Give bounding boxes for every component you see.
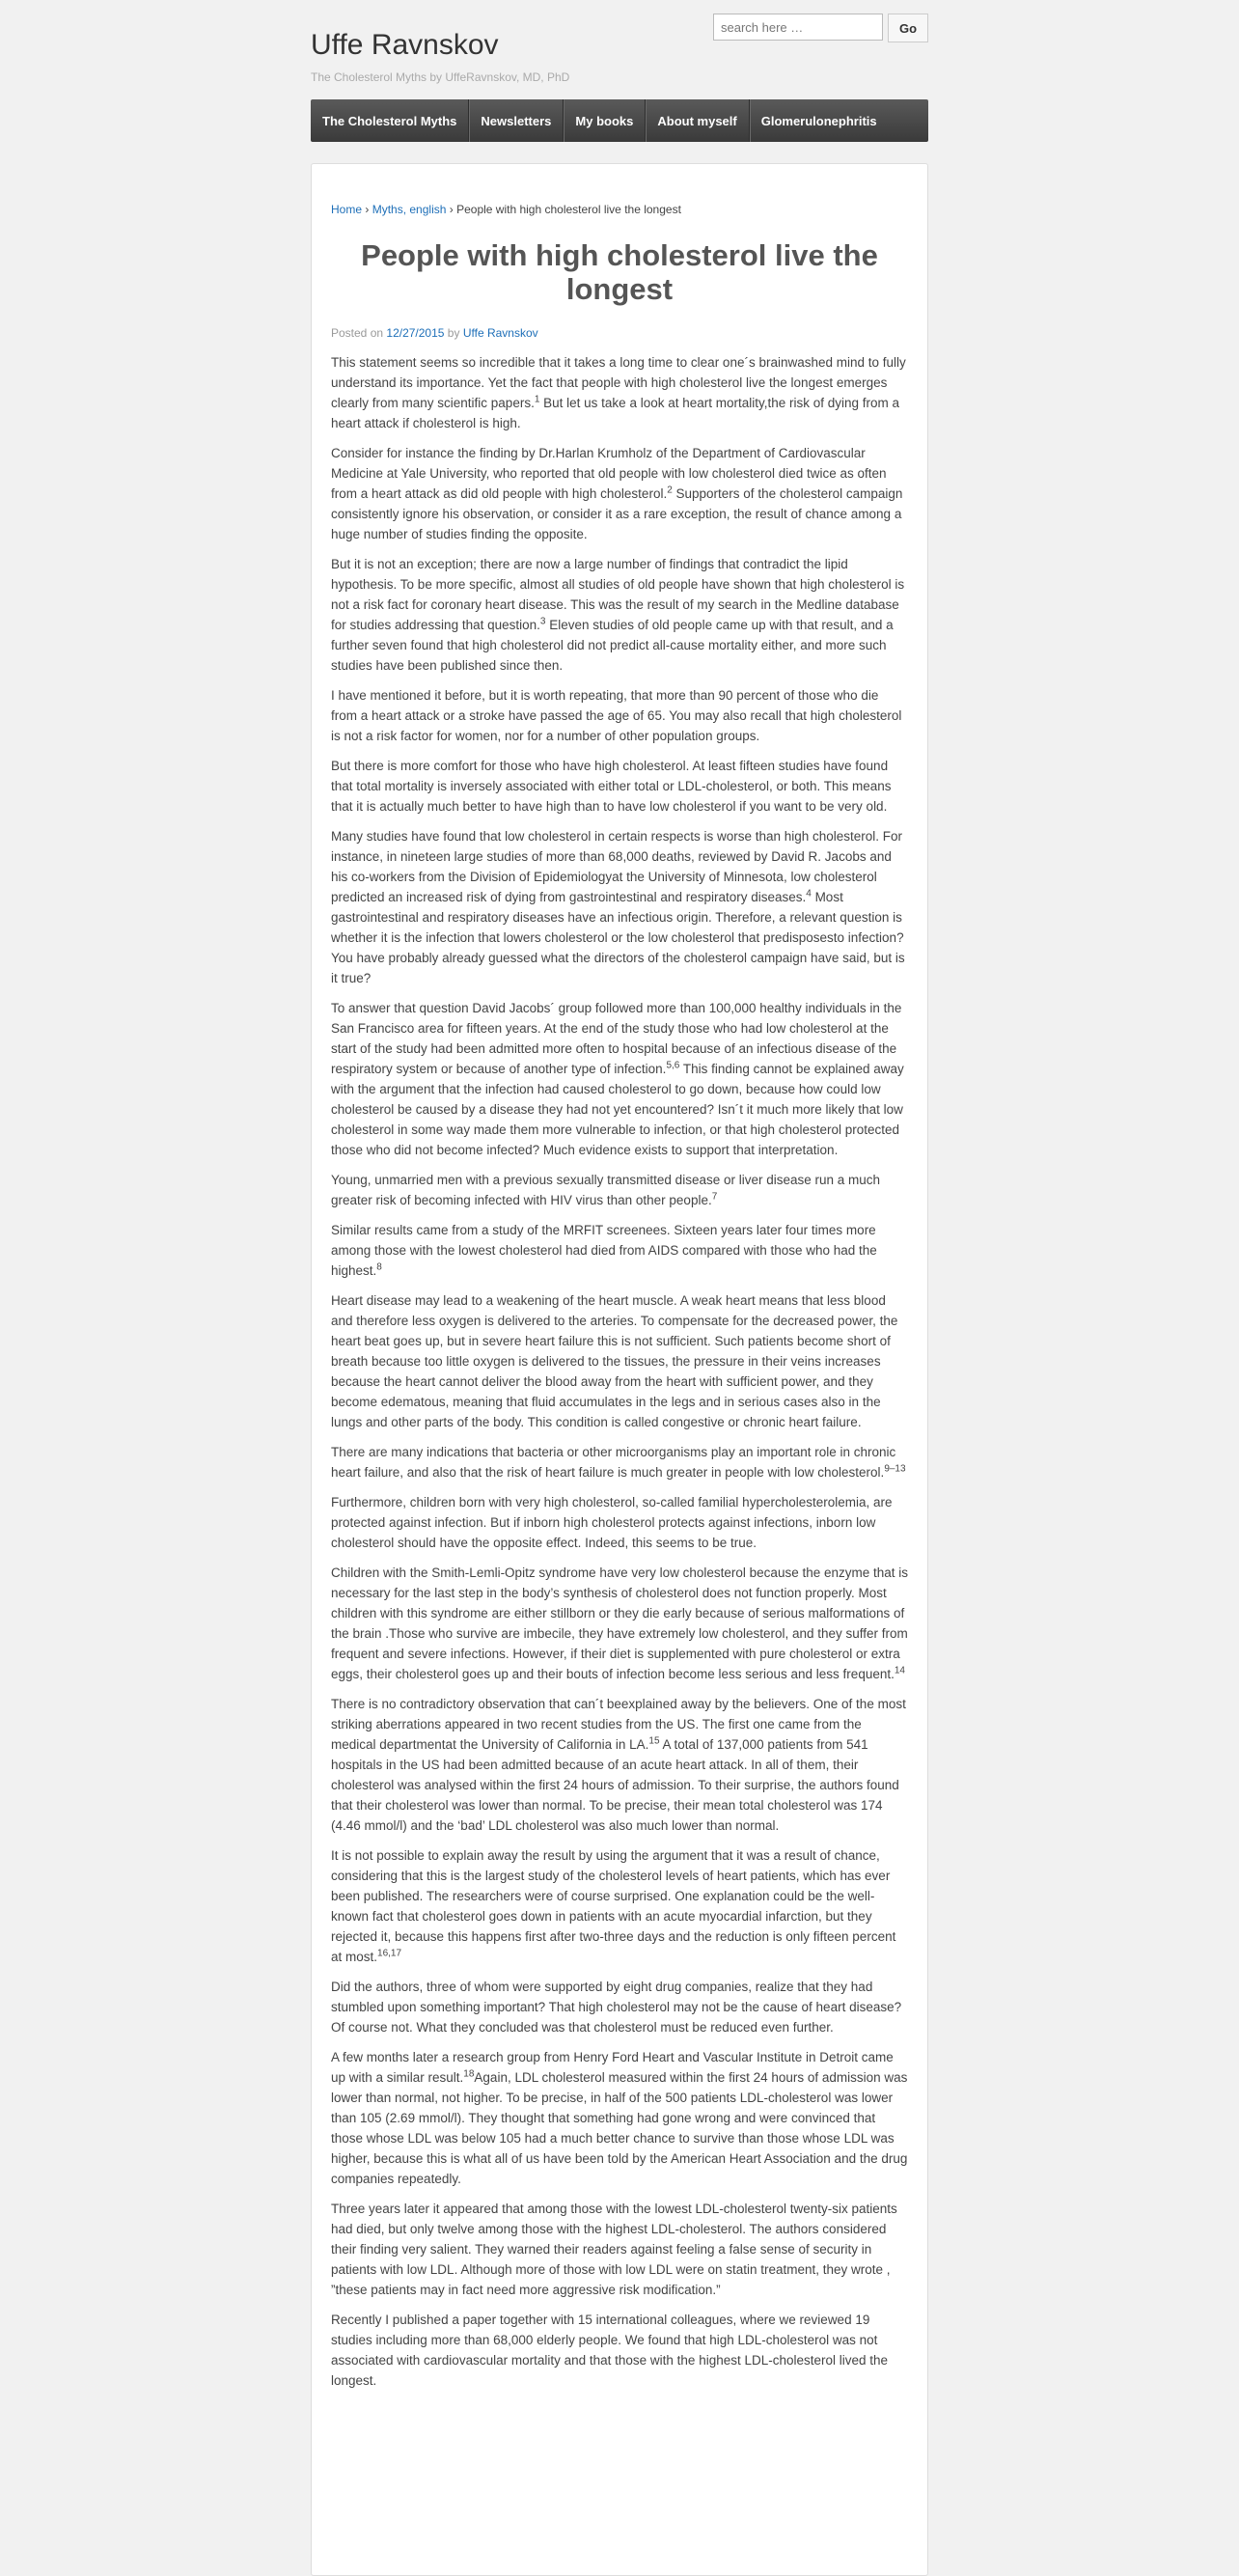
- post-date-link[interactable]: 12/27/2015: [386, 326, 445, 341]
- paragraph-text: Three years later it appeared that among those with the lowest LDL-cholesterol twenty-six patients had died, but only twelve among those with the highest LDL-cholesterol. The authors considered their finding very salient. They warned their readers against feeling a false sense of security in patients with low LDL. Although more of those with low LDL were on statin treatment, they wrote , ”these patients may in fact need more aggressive risk modification.”: [331, 2202, 897, 2298]
- body-paragraph: [331, 1694, 908, 1836]
- paragraph-text: A few months later a research group from Henry Ford Heart and Vascular Institute in Detroit came up with a similar result.: [331, 2050, 894, 2086]
- body-paragraph: [331, 554, 908, 676]
- body-paragraph: [331, 443, 908, 544]
- paragraph-text: Again, LDL cholesterol measured within the first 24 hours of admission was lower than normal, not higher. To be precise, in half of the 500 patients LDL-cholesterol was lower than 105 (2.69 mmol/l). They thought that something had gone wrong and were convinced that those whose LDL was below 105 had a much better chance to survive than those whose LDL was higher, because this is what all of us have been told by the American Heart Association and the drug companies repeatedly.: [331, 2070, 908, 2187]
- footnote-reference: 8: [376, 1261, 382, 1273]
- paragraph-text: It is not possible to explain away the result by using the argument that it was a result of chance, considering that this is the largest study of the cholesterol levels of heart patients, which has ever been published. The researchers were of course surprised. One explanation could be the well-known fact that cholesterol goes down in patients with an acute myocardial infarction, but they rejected it, because this happens first after two-three days and the reduction is only fifteen percent at most.: [331, 1848, 896, 1965]
- paragraph-text: Furthermore, children born with very high cholesterol, so-called familial hypercholesterolemia, are protected against infection. But if inborn high cholesterol protects against infections, inborn low cholesterol should have the opposite effect. Indeed, this seems to be true.: [331, 1495, 893, 1551]
- nav-item-cholesterol-myths[interactable]: The Cholesterol Myths: [311, 99, 469, 142]
- posted-on-label: Posted on: [331, 326, 384, 341]
- paragraph-text: Did the authors, three of whom were supported by eight drug companies, realize that they had stumbled upon something important? That high cholesterol may not be the cause of heart disease?: [331, 1980, 902, 2015]
- body-paragraph: [331, 1442, 908, 1482]
- footnote-reference: 5,6: [666, 1060, 680, 1071]
- paragraph-text: Most gastrointestinal and respiratory diseases have an infectious origin. Therefore, a relevant question is whether it is the infection that lowers cholesterol or the low cholesterol that predisposesto infection? You have probably already guessed what the directors of the cholesterol campaign have said, but is it true?: [331, 890, 905, 986]
- search-form: [713, 14, 928, 42]
- body-paragraph: [331, 1170, 908, 1210]
- body-paragraph: [331, 826, 908, 988]
- paragraph-text: Heart disease may lead to a weakening of the heart muscle. A weak heart means that less blood and therefore less oxygen is delivered to the arteries. To compensate for the decreased power, the heart beat goes up, but in severe heart failure this is not sufficient. Such patients become short of breath because too little oxygen is delivered to the tissues, the pressure in their veins increases because the heart cannot deliver the blood away from the heart with sufficient power, and they become edematous, meaning that fluid accumulates in the legs and in serious cases also in the lungs and other parts of the body. This condition is called congestive or chronic heart failure.: [331, 1293, 898, 1430]
- paragraph-text: Eleven studies of old people came up with that result, and a further seven found that high cholesterol did not predict all-cause mortality either, and more such studies have been published since then.: [331, 618, 894, 674]
- body-paragraph: [331, 685, 908, 746]
- paragraph-text: Recently I published a paper together with 15 international colleagues, where we reviewed 19 studies including more than 68,000 elderly people. We found that high LDL-cholesterol was not associated with cardiovascular mortality and that those with the highest LDL-cholesterol lived the longest.: [331, 2313, 889, 2389]
- footnote-reference: 14: [894, 1665, 905, 1676]
- body-paragraph: [331, 756, 908, 817]
- page-wrapper: [311, 0, 928, 2576]
- body-paragraph: [331, 1290, 908, 1432]
- paragraph-text: There are many indications that bacteria or other microorganisms play an important role in chronic heart failure, and also that the risk of heart failure is much greater in people with low cholesterol.: [331, 1445, 896, 1481]
- breadcrumb-separator: ›: [365, 203, 372, 216]
- breadcrumb-current: People with high cholesterol live the longest: [456, 203, 681, 216]
- post-body: [331, 352, 908, 2391]
- breadcrumb: [331, 203, 908, 216]
- paragraph-text: Many studies have found that low cholesterol in certain respects is worse than high cholesterol. For instance, in nineteen large studies of more than 68,000 deaths, reviewed by David R. Jacobs and his co-workers from the Division of Epidemiologyat the University of Minnesota, low cholesterol predicted an increased risk of dying from gastrointestinal and respiratory diseases.: [331, 829, 903, 905]
- paragraph-text: There is no contradictory observation that can´t beexplained away by the believers. One of the most striking aberrations appeared in two recent studies from the US. The first one came from the medical departmentat the University of California in LA.: [331, 1697, 906, 1753]
- paragraph-text: Of course not. What they concluded was that cholesterol must be reduced even further.: [331, 2020, 834, 2036]
- footnote-reference: 16,17: [377, 1948, 402, 1959]
- paragraph-text: To answer that question David Jacobs´ group followed more than 100,000 healthy individuals in the San Francisco area for fifteen years. At the end of the study those who had low cholesterol at the start of the study had been admitted more often to hospital because of an infectious disease of the respiratory system or because of another type of infection.: [331, 1001, 902, 1077]
- body-paragraph: [331, 1220, 908, 1281]
- paragraph-text: Similar results came from a study of the MRFIT screenees. Sixteen years later four times more among those with the lowest cholesterol had died from AIDS compared with those who had the highest.: [331, 1223, 877, 1279]
- by-label: by: [447, 326, 460, 341]
- footnote-reference: 7: [711, 1191, 718, 1203]
- paragraph-text: I have mentioned it before, but it is worth repeating, that more than 90 percent of those who die from a heart attack or a stroke have passed the age of 65. You may also recall that high cholesterol is not a risk factor for women, nor for a number of other population groups.: [331, 688, 902, 744]
- body-paragraph: [331, 998, 908, 1160]
- body-paragraph: [331, 1492, 908, 1553]
- post-meta: [331, 326, 908, 340]
- paragraph-text: Supporters of the cholesterol campaign consistently ignore his observation, or consider it as a rare exception, the result of chance among a huge number of studies finding the opposite.: [331, 486, 903, 542]
- body-paragraph: [331, 352, 908, 433]
- post-author-link[interactable]: Uffe Ravnskov: [462, 326, 538, 341]
- breadcrumb-category-link[interactable]: Myths, english: [372, 203, 447, 216]
- post-title: People with high cholesterol live the longest: [361, 238, 878, 306]
- paragraph-text: But it is not an exception; there are now a large number of findings that contradict the lipid hypothesis. To be more specific, almost all studies of old people have shown that high cholesterol is not a risk fact for coronary heart disease. This was the result of my search in the Medline database for studies addressing that question.: [331, 557, 905, 633]
- site-description: The Cholesterol Myths by UffeRavnskov, MD, PhD: [311, 70, 570, 84]
- body-paragraph: [331, 2047, 908, 2189]
- nav-item-my-books[interactable]: My books: [564, 99, 646, 142]
- nav-item-about-myself[interactable]: About myself: [646, 99, 749, 142]
- body-paragraph: [331, 2199, 908, 2300]
- body-paragraph: [331, 1845, 908, 1967]
- paragraph-text: A total of 137,000 patients from 541 hospitals in the US had been admitted because of an acute heart attack. In all of them, their cholesterol was analysed within the first 24 hours of admission. To their surprise, the authors found that their cholesterol was lower than normal. To be precise, their mean total cholesterol was 174 (4.46 mmol/l) and the ‘bad’ LDL cholesterol was also much lower than normal.: [331, 1737, 899, 1834]
- search-input[interactable]: [713, 14, 883, 41]
- main-content: [311, 163, 928, 2576]
- breadcrumb-home-link[interactable]: Home: [331, 203, 363, 216]
- footnote-reference: 3: [539, 616, 546, 627]
- main-navigation: [311, 99, 928, 142]
- paragraph-text: This finding cannot be explained away with the argument that the infection had caused cholesterol to go down, because how could low cholesterol be caused by a disease they had not yet encountered? Isn´t it much more likely that low cholesterol in some way made them more vulnerable to infection, or that high cholesterol protected those who did not become infected? Much evidence exists to support that interpretation.: [331, 1062, 904, 1158]
- paragraph-text: Consider for instance the finding by Dr.Harlan Krumholz of the Department of Cardiovascular Medicine at Yale University, who reported that old people with low cholesterol died twice as often from a heart attack as did old people with high cholesterol.: [331, 446, 887, 502]
- search-button[interactable]: Go: [888, 14, 928, 42]
- footnote-reference: 18: [463, 2068, 475, 2080]
- footnote-reference: 2: [667, 485, 673, 496]
- site-header: [311, 0, 928, 99]
- footnote-reference: 4: [806, 888, 812, 900]
- breadcrumb-separator: ›: [449, 203, 457, 216]
- footnote-reference: 15: [648, 1735, 660, 1747]
- paragraph-text: Young, unmarried men with a previous sexually transmitted disease or liver disease run a much greater risk of becoming infected with HIV virus than other people.: [331, 1173, 881, 1208]
- footnote-reference: 1: [534, 394, 540, 405]
- nav-item-glomerulonephritis[interactable]: Glomerulonephritis: [760, 113, 877, 128]
- footnote-reference: 9–13: [884, 1463, 906, 1475]
- paragraph-text: But let us take a look at heart mortality,the risk of dying from a heart attack if cholesterol is high.: [331, 396, 900, 431]
- paragraph-text: But there is more comfort for those who have high cholesterol. At least fifteen studies have found that total mortality is inversely associated with either total or LDL-cholesterol, or both. This means that it is actually much better to have high than to have low cholesterol if you want to be very old.: [331, 759, 892, 815]
- body-paragraph: [331, 1977, 908, 2037]
- paragraph-text: This statement seems so incredible that it takes a long time to clear one´s brainwashed mind to fully understand its importance. Yet the fact that people with high cholesterol live the longest emerges clearly from many scientific papers.: [331, 355, 906, 411]
- body-paragraph: [331, 1563, 908, 1684]
- body-paragraph: [331, 2310, 908, 2391]
- site-title[interactable]: Uffe Ravnskov: [311, 29, 499, 61]
- paragraph-text: Children with the Smith-Lemli-Opitz syndrome have very low cholesterol because the enzyme that is necessary for the last step in the body’s synthesis of cholesterol does not function properly. Most children with this syndrome are either stillborn or they die early because of serious malformations of the brain .Those who survive are imbecile, they have extremely low cholesterol, and they suffer from frequent and severe infections. However, if their diet is supplemented with pure cholesterol or extra eggs, their cholesterol goes up and their bouts of infection become less serious and less frequent.: [331, 1565, 909, 1682]
- nav-item-newsletters[interactable]: Newsletters: [469, 99, 564, 142]
